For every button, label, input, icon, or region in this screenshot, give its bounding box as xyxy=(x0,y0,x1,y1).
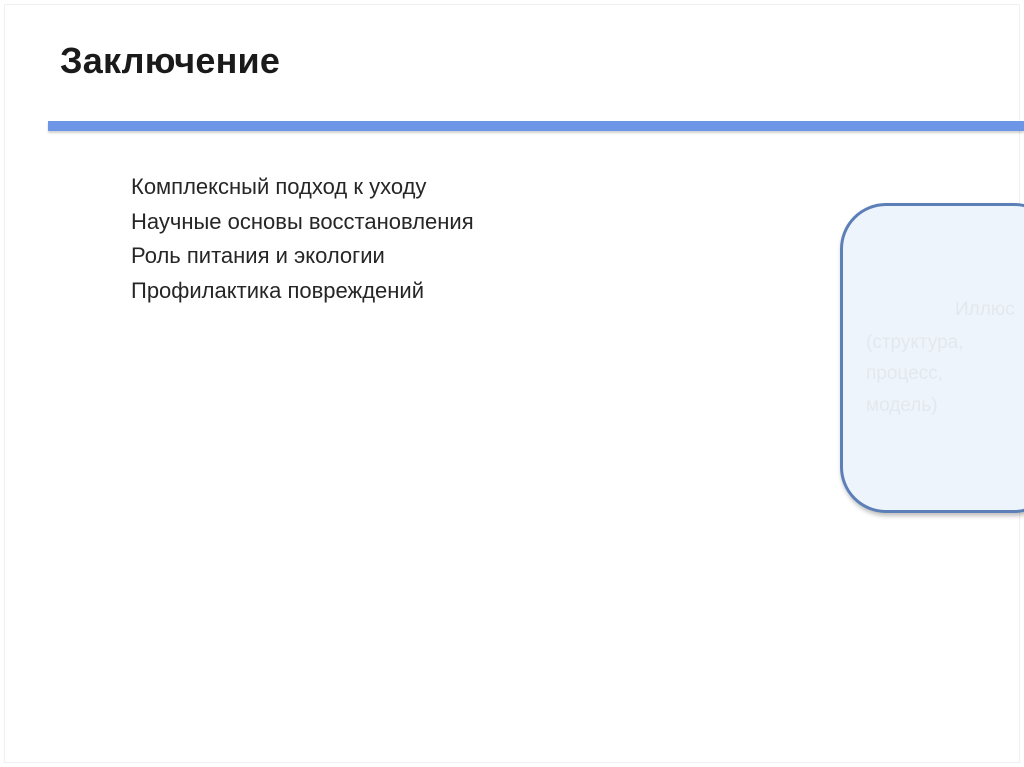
illustration-caption-line: процесс, xyxy=(866,363,943,384)
illustration-caption-line: модель) xyxy=(866,395,938,416)
bullet-item: Комплексный подход к уходу xyxy=(131,174,427,199)
title-underline-bar xyxy=(48,121,1024,131)
illustration-placeholder-box xyxy=(840,203,1024,513)
slide-title: Заключение xyxy=(60,40,281,81)
bullet-item: Роль питания и экологии xyxy=(131,243,385,268)
illustration-caption-line: Иллюс xyxy=(955,299,1015,320)
bullet-item: Профилактика повреждений xyxy=(131,277,425,303)
bullet-list xyxy=(131,170,474,308)
illustration-caption-line: (структура, xyxy=(866,332,964,353)
bullet-item: Научные основы восстановления xyxy=(131,208,474,234)
